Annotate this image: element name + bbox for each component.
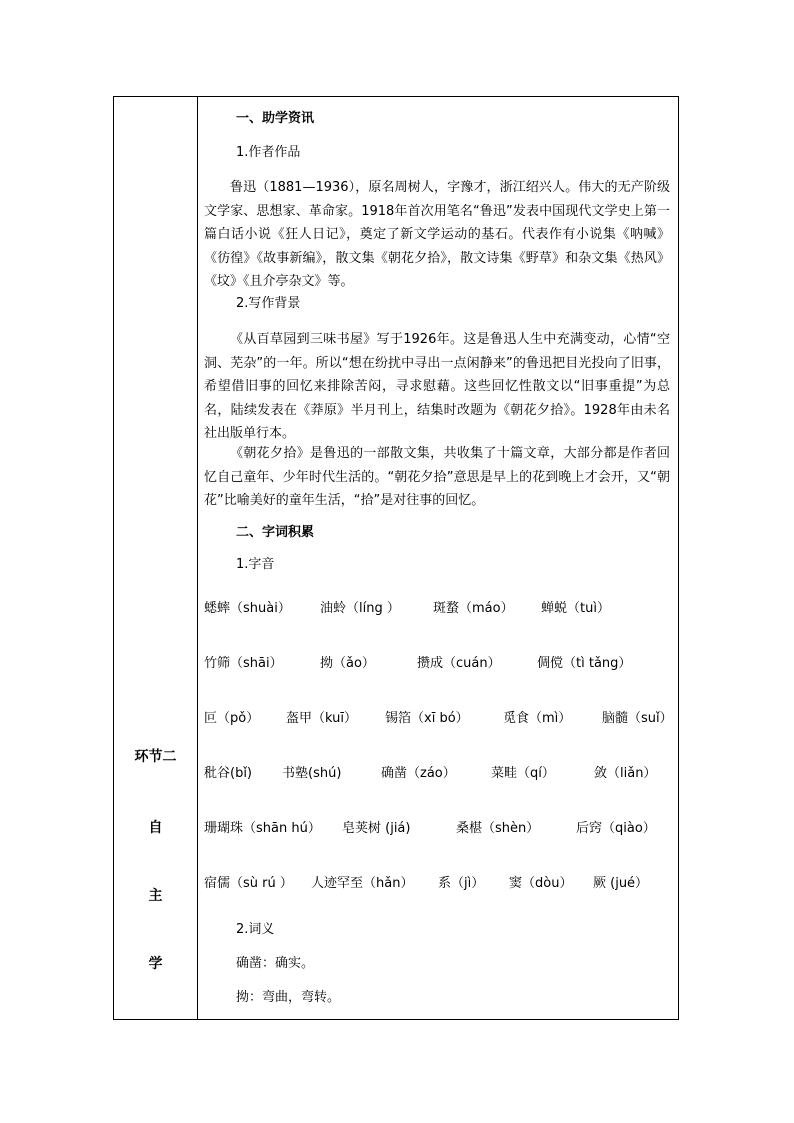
pronunciation-item: 盔甲（kuī） <box>286 711 357 726</box>
section-heading: 二、字词积累 <box>236 525 315 540</box>
pronunciation-item: 敛（liǎn） <box>594 766 657 781</box>
pronunciation-item: 竹筛（shāi） <box>204 656 283 671</box>
pronunciation-item: 皂荚树 (jiá) <box>342 821 411 836</box>
pronunciation-item: 蟋蟀（shuài） <box>204 601 291 616</box>
paragraph-background: 《从百草园到三味书屋》写于1926年。这是鲁迅人生中充满变动，心情“空洞、芜杂”的一年。所以“想在纷扰中寻出一点闲静来”的鲁迅把目光投向了旧事，希望借旧事的回忆来排除苦闷，寻求慰藉。这些回忆性散文以“旧事重提”为总名，陆续发表在《莽原》半月刊上，结集时改题为《朝花夕拾》。1928年由未名社出版单行本。 <box>204 332 670 441</box>
content-cell <box>198 97 678 1019</box>
subheading: 1.作者作品 <box>236 145 301 160</box>
pronunciation-item: 系（jì） <box>438 876 485 891</box>
subheading: 2.写作背景 <box>236 296 301 311</box>
subheading: 1.字音 <box>236 557 275 572</box>
pronunciation-item: 蝉蜕（tuì） <box>541 601 610 616</box>
pronunciation-item: 窦（dòu） <box>509 876 573 891</box>
pronunciation-item: 确凿（záo） <box>381 766 456 781</box>
section-label-char: 主 <box>148 888 163 904</box>
pronunciation-item: 宿儒（sù rú ） <box>204 876 293 891</box>
section-label-column <box>114 97 197 1019</box>
pronunciation-item: 倜傥（tì tǎng） <box>537 656 632 671</box>
pronunciation-item: 叵（pǒ） <box>204 711 260 726</box>
pronunciation-item: 油蛉（líng ） <box>320 601 400 616</box>
pronunciation-item: 珊瑚珠（shān hú） <box>204 821 321 836</box>
pronunciation-item: 后窍（qiào） <box>576 821 656 836</box>
pronunciation-item: 觅食（mì） <box>503 711 572 726</box>
pronunciation-item: 人迹罕至（hǎn） <box>311 876 414 891</box>
paragraph-collection: 《朝花夕拾》是鲁迅的一部散文集，共收集了十篇文章，大部分都是作者回忆自己童年、少年时代生活的。“朝花夕拾”意思是早上的花到晚上才会开，又“朝花”比喻美好的童年生活，“拾”是对往事的回忆。 <box>204 446 670 508</box>
subheading: 2.词义 <box>236 922 275 937</box>
pronunciation-item: 书塾(shú) <box>282 766 342 781</box>
pronunciation-item: 桑椹（shèn） <box>456 821 540 836</box>
pronunciation-item: 锡箔（xī bó） <box>385 711 469 726</box>
lesson-table <box>113 96 679 1020</box>
pronunciation-item: 脑髓（suǐ） <box>602 711 673 726</box>
pronunciation-item: 斑蝥（máo） <box>433 601 514 616</box>
paragraph-author: 鲁迅（1881—1936），原名周树人，字豫才，浙江绍兴人。伟大的无产阶级文学家、思想家、革命家。1918年首次用笔名“鲁迅”发表中国现代文学史上第一篇白话小说《狂人日记》，奠定了新文学运动的基石。代表作有小说集《呐喊》《彷徨》《故事新编》，散文集《朝花夕拾》，散文诗集《野草》和杂文集《热风》《坟》《且介亭杂文》等。 <box>204 180 670 289</box>
pronunciation-item: 拗（ǎo） <box>320 656 375 671</box>
section-label-char: 自 <box>148 820 163 836</box>
section-heading: 一、助学资讯 <box>236 111 315 126</box>
pronunciation-item: 攒成（cuán） <box>417 656 501 671</box>
definition-item: 确凿：确实。 <box>236 956 315 971</box>
pronunciation-item: 秕谷(bǐ) <box>204 766 253 781</box>
definition-item: 拗：弯曲，弯转。 <box>236 990 341 1005</box>
section-label-char: 学 <box>148 956 163 972</box>
pronunciation-item: 菜畦（qí） <box>491 766 555 781</box>
pronunciation-item: 厥 (jué） <box>593 876 649 891</box>
section-label: 环节二 <box>134 749 177 765</box>
